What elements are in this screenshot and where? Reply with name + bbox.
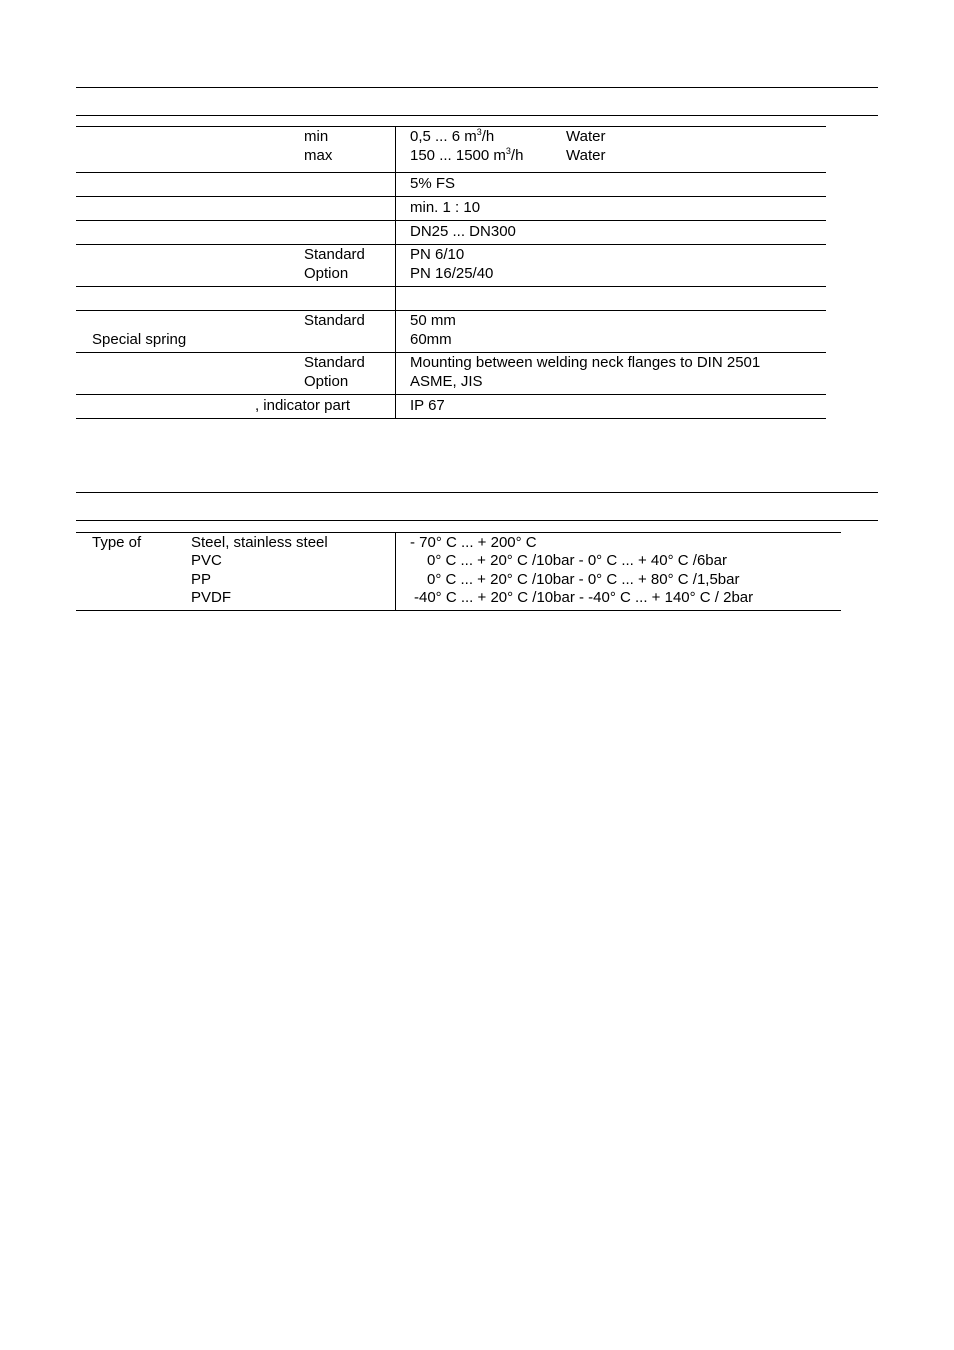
flow-min-medium: Water <box>566 128 606 145</box>
mounting-option-label: Option <box>304 373 349 390</box>
section1-top-rule <box>76 87 878 88</box>
nominal-size-value: DN25 ... DN300 <box>410 223 516 240</box>
protection-value: IP 67 <box>410 397 445 414</box>
length-special-label: Special spring <box>92 331 187 348</box>
pressure-option-label: Option <box>304 265 349 282</box>
temperature-range: 0° C ... + 20° C /10bar - 0° C ... + 80° C /1,5bar <box>427 571 740 588</box>
flow-min-value: 0,5 ... 6 $m^3/h$ <box>410 127 495 145</box>
mounting-option-value: ASME, JIS <box>410 373 483 390</box>
length-standard-value: 50 mm <box>410 312 456 329</box>
section1-header-rule <box>76 115 878 116</box>
mounting-standard-value: Mounting between welding neck flanges to DIN 2501 <box>410 354 761 371</box>
table1-rule <box>76 126 826 127</box>
flow-min-label: min <box>304 128 329 145</box>
table1-rule <box>76 244 826 245</box>
table1-rule <box>76 220 826 221</box>
table1-rule <box>76 352 826 353</box>
section2-top-rule <box>76 492 878 493</box>
table1-rule <box>76 394 826 395</box>
protection-label: , indicator part <box>254 397 350 414</box>
table1-rule <box>76 196 826 197</box>
table2-rule <box>76 532 841 533</box>
material-label: PVC <box>191 552 222 569</box>
pressure-standard-value: PN 6/10 <box>410 246 465 263</box>
table1-rule <box>76 172 826 173</box>
temperature-range: -40° C ... + 20° C /10bar - -40° C ... + 140° C / 2bar <box>414 589 754 606</box>
range-ratio-value: min. 1 : 10 <box>410 199 481 216</box>
material-label: Steel, stainless steel <box>191 534 328 551</box>
table1-rule <box>76 310 826 311</box>
temperature-range: 0° C ... + 20° C /10bar - 0° C ... + 40° C /6bar <box>427 552 727 569</box>
flow-max-label: max <box>304 147 333 164</box>
material-label: PVDF <box>191 589 232 606</box>
table2-rule <box>76 610 841 611</box>
table1-rule <box>76 286 826 287</box>
table1-rule <box>76 418 826 419</box>
mounting-standard-label: Standard <box>304 354 365 371</box>
table2-column-divider <box>395 532 396 610</box>
flow-max-value: 150 ... 1500 $m^3/h$ <box>410 146 524 164</box>
length-standard-label: Standard <box>304 312 365 329</box>
temperature-range: - 70° C ... + 200° C <box>410 534 537 551</box>
length-special-value: 60mm <box>410 331 452 348</box>
flow-max-medium: Water <box>566 147 606 164</box>
pressure-option-value: PN 16/25/40 <box>410 265 494 282</box>
accuracy-value: 5% FS <box>410 175 456 192</box>
type-of-label: Type of <box>92 534 142 551</box>
material-label: PP <box>191 571 212 588</box>
pressure-standard-label: Standard <box>304 246 365 263</box>
section2-header-rule <box>76 520 878 521</box>
table1-column-divider <box>395 126 396 418</box>
